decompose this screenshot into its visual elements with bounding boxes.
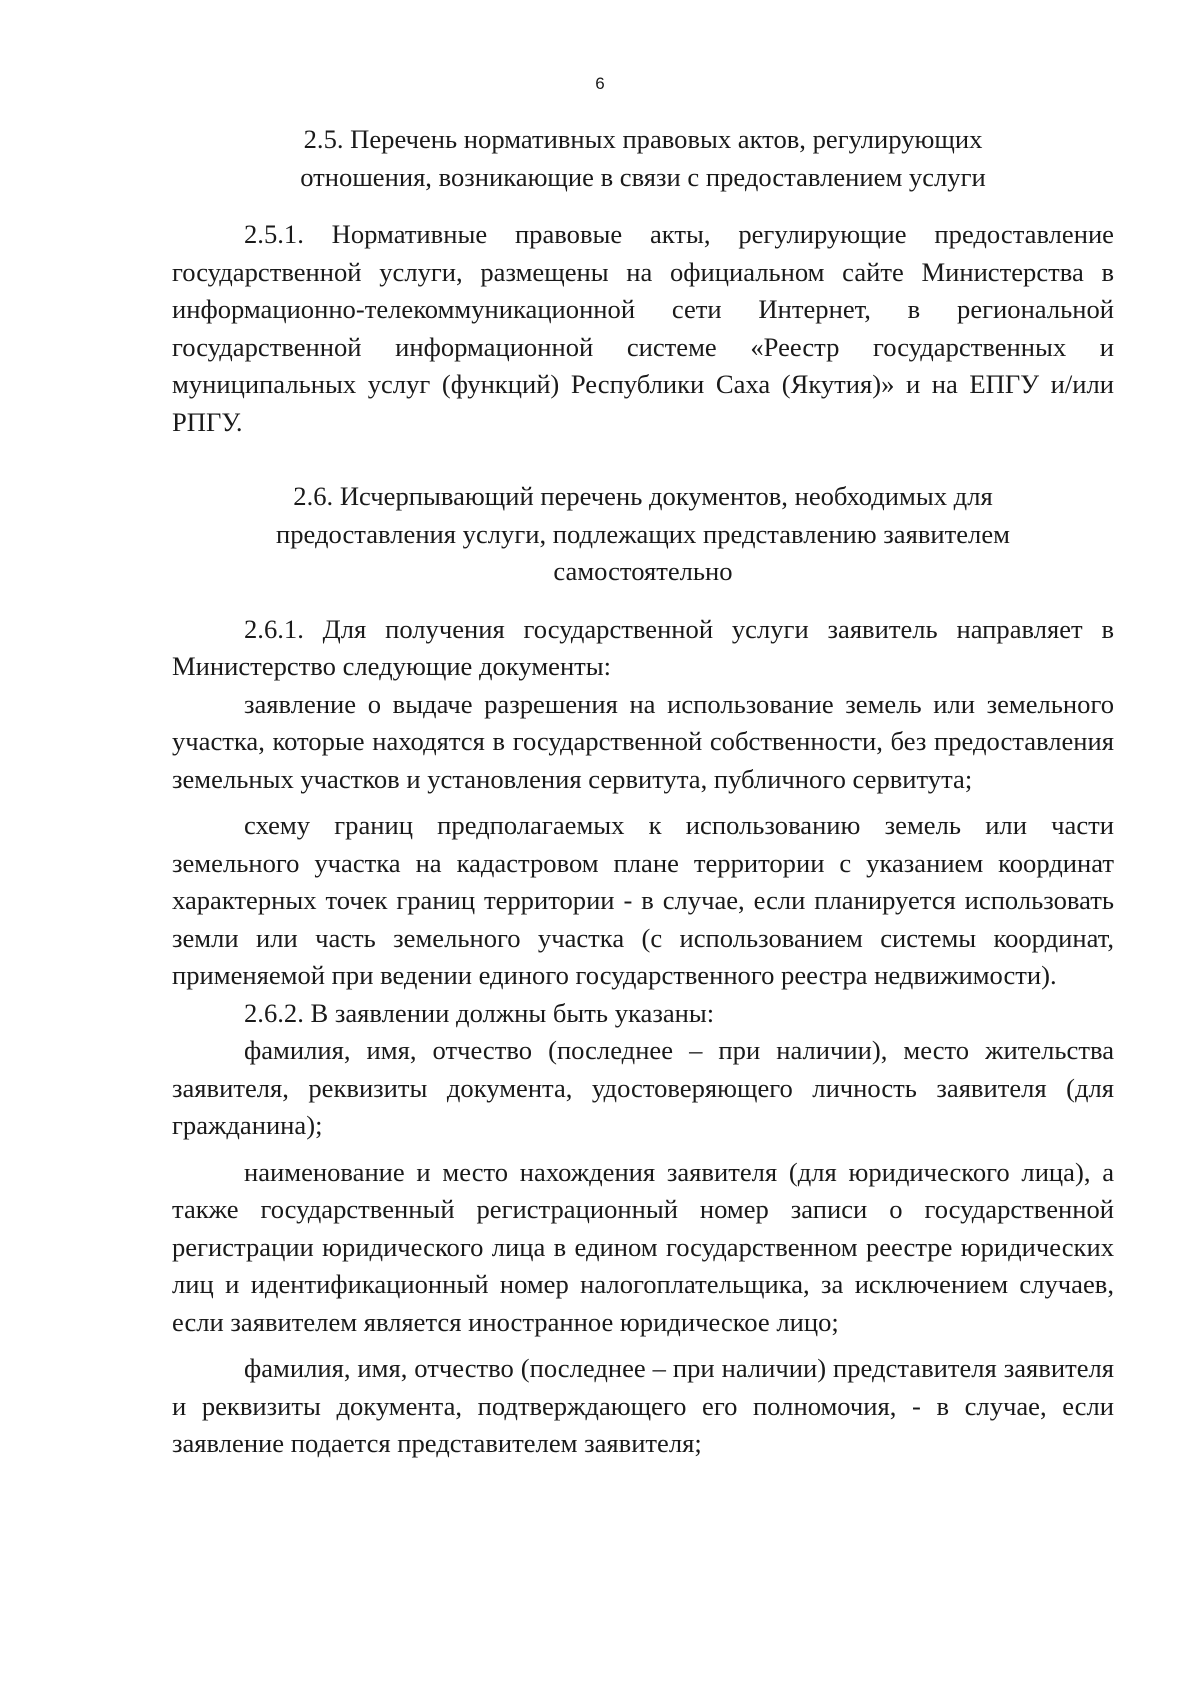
- paragraph-legal-entity-details: наименование и место нахождения заявителя (для юридического лица), а также государственный регистрационный номер записи о государственной регистрации юридического лица в едином государственном реестре юридических лиц и идентификационный номер налогоплательщика, за исключением случаев, если заявителем является иностранное юридическое лицо;: [172, 1156, 1114, 1337]
- heading-line: предоставления услуги, подлежащих представлению заявителем: [276, 518, 1010, 549]
- document-body: [172, 121, 1114, 1463]
- heading-line: 2.6. Исчерпывающий перечень документов, необходимых для: [293, 481, 993, 511]
- heading-line: самостоятельно: [553, 556, 733, 586]
- paragraph-boundary-scheme: схему границ предполагаемых к использованию земель или части земельного участка на кадастровом плане территории с указанием координат характерных точек границ территории - в случае, если планируется использовать земли или часть земельного участка (с использованием системы координат, применяемой при ведении единого государственного реестра недвижимости).: [172, 810, 1114, 990]
- paragraph-2-5-1: 2.5.1. Нормативные правовые акты, регулирующие предоставление государственной услуги, размещены на официальном сайте Министерства в информационно-телекоммуникационной сети Интернет, в региональной государственной информационной системе «Реестр государственных и муниципальных услуг (функций) Республики Саха (Якутия)» и на ЕПГУ и/или РПГУ.: [172, 219, 1114, 437]
- heading-line: отношения, возникающие в связи с предоставлением услуги: [300, 161, 986, 192]
- section-heading-2-5: [172, 121, 1114, 196]
- paragraph-2-6-2: 2.6.2. В заявлении должны быть указаны:: [244, 997, 715, 1028]
- heading-line: 2.5. Перечень нормативных правовых актов, регулирующих: [303, 124, 983, 154]
- paragraph-representative-details: фамилия, имя, отчество (последнее – при наличии) представителя заявителя и реквизиты документа, подтверждающего его полномочия, - в случае, если заявление подается представителем заявителя;: [172, 1353, 1114, 1458]
- paragraph-application: заявление о выдаче разрешения на использование земель или земельного участка, которые находятся в государственной собственности, без предоставления земельных участков и установления сервитута, публичного сервитута;: [172, 688, 1114, 794]
- paragraph-2-6-1: 2.6.1. Для получения государственной услуги заявитель направляет в Министерство следующие документы:: [172, 613, 1114, 681]
- paragraph-citizen-details: фамилия, имя, отчество (последнее – при наличии), место жительства заявителя, реквизиты документа, удостоверяющего личность заявителя (для гражданина);: [172, 1035, 1114, 1140]
- page-number: 6: [595, 74, 605, 93]
- section-heading-2-6: [172, 478, 1114, 591]
